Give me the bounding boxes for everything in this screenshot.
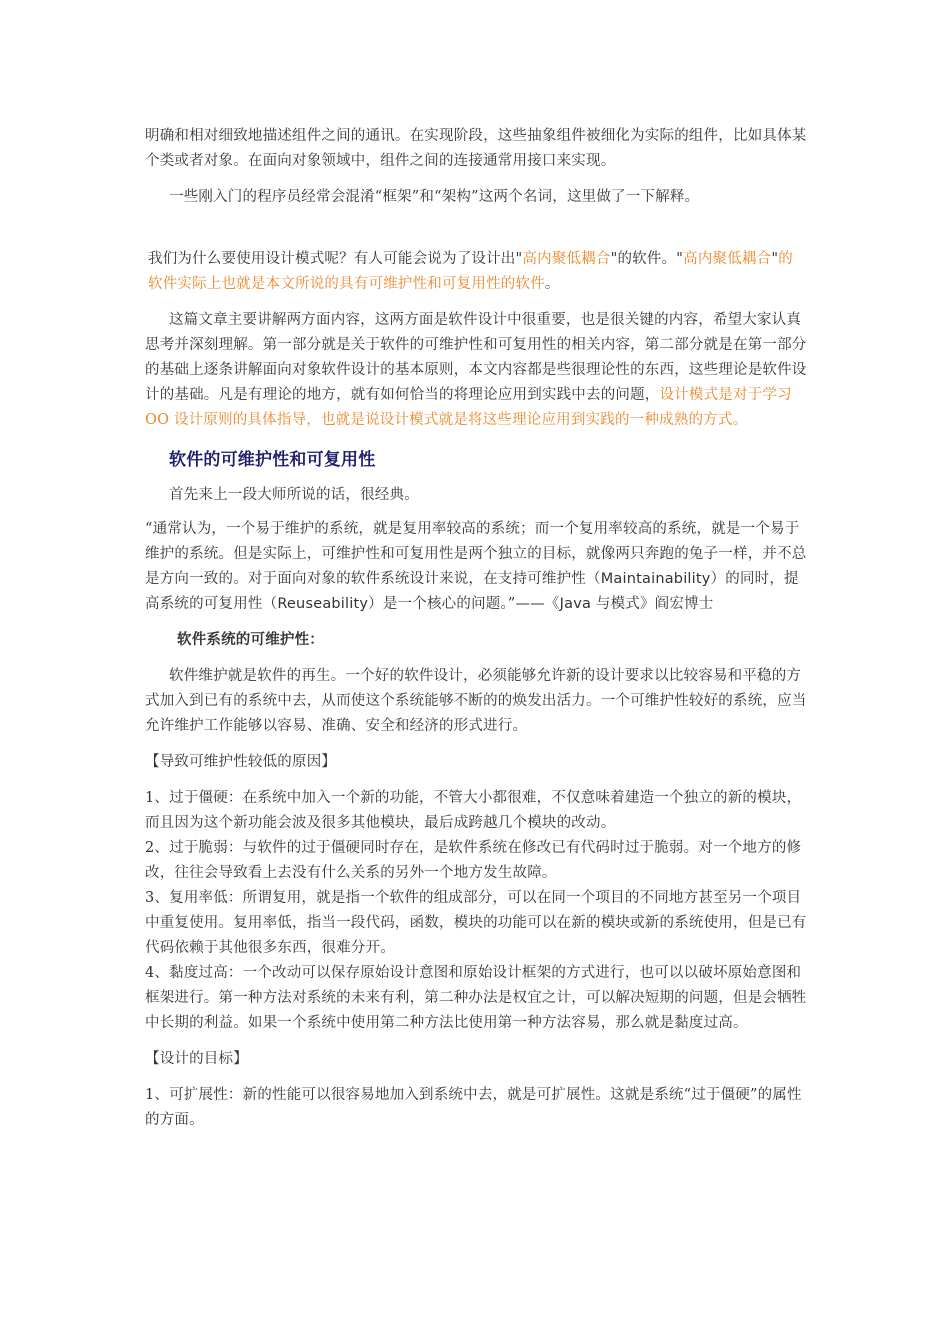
section-heading: 软件的可维护性和可复用性 xyxy=(169,450,376,470)
bracket-heading-goals: 【设计的目标】 xyxy=(145,1051,248,1067)
list-item: 2、过于脆弱：与软件的过于僵硬同时存在，是软件系统在修改已有代码时过于脆弱。对一个地方的修改，往往会导致看上去没有什么关系的另外一个地方发生故障。 xyxy=(145,840,802,881)
highlight-text: 设计模式是对于学习 OO 设计原则的具体指导，也就是说设计模式就是将这些理论应用到实践的一种成熟的方式。 xyxy=(145,387,792,428)
list-item: 1、可扩展性：新的性能可以很容易地加入到系统中去，就是可扩展性。这就是系统“过于僵硬”的属性的方面。 xyxy=(145,1087,802,1128)
latin-term: Reuseability xyxy=(277,596,369,612)
subsection-heading: 软件系统的可维护性： xyxy=(177,632,324,648)
paragraph-framework-note: 一些刚入门的程序员经常会混淆“框架”和“架构”这两个名词，这里做了一下解释。 xyxy=(169,189,700,205)
document-body xyxy=(145,124,807,1133)
list-item: 4、黏度过高：一个改动可以保存原始设计意图和原始设计框架的方式进行，也可以以破坏原始意图和框架进行。第一种方法对系统的未来有利，第二种办法是权宜之计，可以解决短期的问题，但是会牺牲中长期的利益。如果一个系统中使用第二种方法比使用第一种方法容易，那么就是黏度过高。 xyxy=(145,965,807,1031)
text-run: ）是一个核心的问题。”——《 xyxy=(368,596,560,612)
text-run: 这篇文章主要讲解两方面内容，这两方面是软件设计中很重要，也是很关键的内容，希望大家认真思考并深刻理解。第一部分就是关于软件的可维护性和可复用性的相关内容，第二部分就是在第一部分的基础上逐条讲解面向对象软件设计的基本原则，本文内容都是些很理论性的东西，这些理论是软件设计的基础。凡是有理论的地方，就有如何恰当的将理论应用到实践中去的问题， xyxy=(145,312,807,403)
list-causes xyxy=(145,786,807,1036)
text-run: "的软件。" xyxy=(610,251,684,267)
highlight-text: 高内聚低耦合 xyxy=(522,251,611,267)
paragraph-why-patterns xyxy=(145,247,807,297)
paragraph-article-overview xyxy=(145,308,807,433)
paragraph-quote xyxy=(145,517,807,617)
text-run: 。 xyxy=(544,276,560,292)
list-item: 1、过于僵硬：在系统中加入一个新的功能，不管大小都很难，不仅意味着建造一个独立的新的模块，而且因为这个新功能会波及很多其他模块，最后成跨越几个模块的改动。 xyxy=(145,790,802,831)
text-run: ）的同时，提高系统的可复用性（ xyxy=(145,571,799,612)
latin-term: Maintainability xyxy=(600,571,711,587)
paragraph-component-communication: 明确和相对细致地描述组件之间的通讯。在实现阶段，这些抽象组件被细化为实际的组件，比如具体某个类或者对象。在面向对象领域中，组件之间的连接通常用接口来实现。 xyxy=(145,128,807,169)
list-goals xyxy=(145,1083,807,1133)
bracket-heading-causes: 【导致可维护性较低的原因】 xyxy=(145,754,337,770)
latin-term: Java xyxy=(559,596,592,612)
list-item: 3、复用率低：所谓复用，就是指一个软件的组成部分，可以在同一个项目的不同地方甚至另一个项目中重复使用。复用率低，指当一段代码，函数，模块的功能可以在新的模块或新的系统使用，但是已有代码依赖于其他很多东西，很难分开。 xyxy=(145,890,807,956)
text-run: 与模式》阎宏博士 xyxy=(591,596,714,612)
highlight-text: 的软件实际上也就是本文所说的具有可维护性和可复用性的软件 xyxy=(148,251,793,292)
text-run: “通常认为，一个易于维护的系统，就是复用率较高的系统；而一个复用率较高的系统，就是一个易于维护的系统。但是实际上，可维护性和可复用性是两个独立的目标，就像两只奔跑的兔子一样，并不总是方向一致的。对于面向对象的软件系统设计来说，在支持可维护性（ xyxy=(145,521,807,587)
text-run: 我们为什么要使用设计模式呢？有人可能会说为了设计出" xyxy=(148,251,523,267)
paragraph-maintenance: 软件维护就是软件的再生。一个好的软件设计，必须能够允许新的设计要求以比较容易和平稳的方式加入到已有的系统中去，从而使这个系统能够不断的的焕发出活力。一个可维护性较好的系统，应当允许维护工作能够以容易、准确、安全和经济的形式进行。 xyxy=(145,668,807,734)
highlight-text: 高内聚低耦合 xyxy=(683,251,772,267)
paragraph-master-quote-intro: 首先来上一段大师所说的话，很经典。 xyxy=(169,487,419,503)
text-run: " xyxy=(771,251,779,267)
